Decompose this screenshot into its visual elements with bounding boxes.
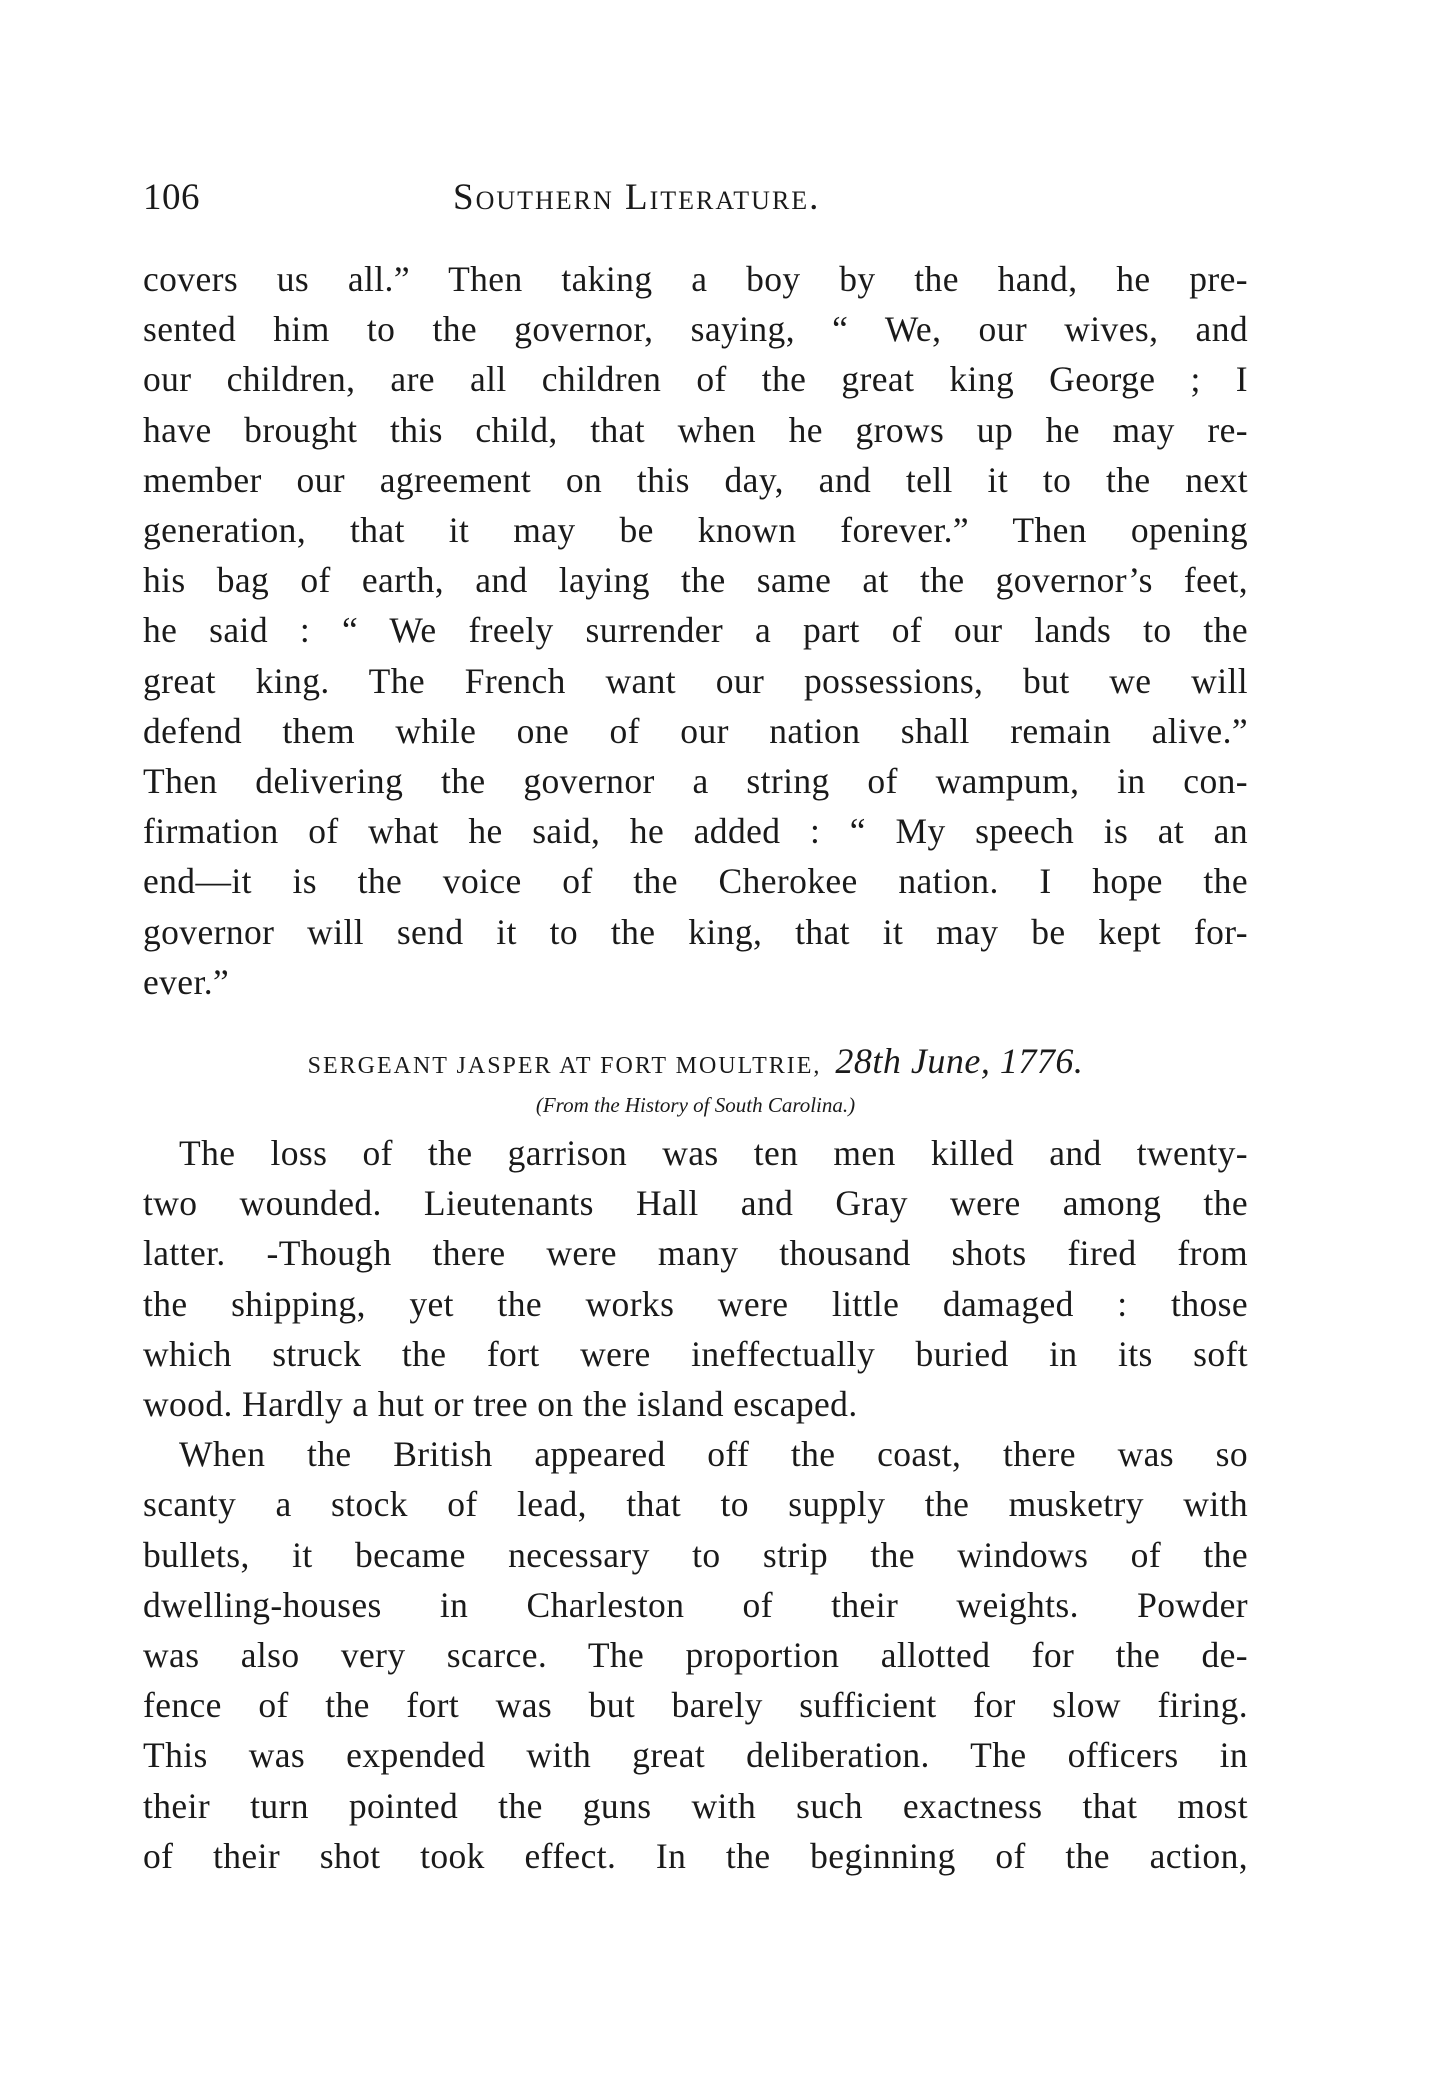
text-line: governor will send it to the king, that it may be kept for- — [143, 911, 1248, 952]
text-line: their turn pointed the guns with such exactness that most — [143, 1785, 1248, 1826]
section-heading — [143, 1041, 1248, 1086]
text-line: our children, are all children of the great king George ; I — [143, 359, 1248, 400]
section-title: SERGEANT JASPER AT FORT MOULTRIE, — [307, 1053, 822, 1080]
text-line: great king. The French want our possessions, but we will — [143, 660, 1248, 701]
text-line: wood. Hardly a hut or tree on the island escaped. — [143, 1384, 858, 1425]
text-line: generation, that it may be known forever.” Then opening — [143, 510, 1248, 551]
text-line: was also very scarce. The proportion allotted for the de- — [143, 1635, 1248, 1676]
book-page — [143, 170, 1248, 1881]
section-date: 28th June, 1776. — [835, 1041, 1084, 1082]
text-line: This was expended with great deliberation. The officers in — [143, 1735, 1248, 1776]
text-line: two wounded. Lieutenants Hall and Gray were among the — [143, 1183, 1248, 1224]
text-line: firmation of what he said, he added : “ My speech is at an — [143, 811, 1248, 852]
text-line: have brought this child, that when he grows up he may re- — [143, 409, 1248, 450]
source-note: (From the History of South Carolina.) — [535, 1093, 856, 1118]
running-header — [143, 170, 1248, 230]
text-line: sented him to the governor, saying, “ We, our wives, and — [143, 309, 1248, 350]
text-line: the shipping, yet the works were little damaged : those — [143, 1283, 1248, 1324]
text-line: he said : “ We freely surrender a part of our lands to the — [143, 610, 1248, 651]
text-line: fence of the fort was but barely sufficient for slow firing. — [143, 1685, 1248, 1726]
text-line: latter. -Though there were many thousand shots fired from — [143, 1233, 1248, 1274]
text-line: Then delivering the governor a string of wampum, in con- — [143, 761, 1248, 802]
running-title: Southern Literature. — [453, 177, 821, 218]
paragraph-cherokee-speech — [143, 254, 1248, 1007]
text-line: his bag of earth, and laying the same at the governor’s feet, — [143, 560, 1248, 601]
text-line: end—it is the voice of the Cherokee nation. I hope the — [143, 861, 1248, 902]
text-line: covers us all.” Then taking a boy by the hand, he pre- — [143, 259, 1248, 299]
paragraph-british-coast — [143, 1429, 1248, 1881]
text-line: which struck the fort were ineffectually buried in its soft — [143, 1333, 1248, 1374]
paragraph-garrison-loss — [143, 1128, 1248, 1429]
text-line: of their shot took effect. In the beginning of the action, — [143, 1835, 1248, 1876]
text-line: The loss of the garrison was ten men killed and twenty- — [179, 1133, 1248, 1174]
page-number: 106 — [143, 177, 200, 218]
text-line: ever.” — [143, 961, 230, 1002]
text-line: dwelling-houses in Charleston of their weights. Powder — [143, 1584, 1248, 1625]
text-line: member our agreement on this day, and tell it to the next — [143, 459, 1248, 500]
text-line: When the British appeared off the coast, there was so — [179, 1434, 1248, 1475]
text-line: bullets, it became necessary to strip the windows of the — [143, 1534, 1248, 1575]
text-line: defend them while one of our nation shall remain alive.” — [143, 710, 1248, 751]
text-line: scanty a stock of lead, that to supply the musketry with — [143, 1484, 1248, 1525]
